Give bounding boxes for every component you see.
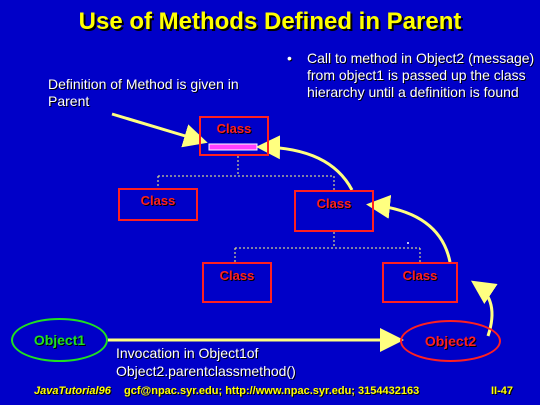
class-box-top [199, 116, 269, 156]
invocation-line-1: Invocation in Object1of [116, 345, 259, 361]
class-box-mid-left [118, 188, 198, 221]
class-box-bottom-left-label: Class [219, 268, 255, 283]
method-definition-note: Definition of Method is given in Parent [48, 76, 239, 109]
arrow-class-to-parent [372, 205, 450, 262]
class-box-bottom-right [382, 262, 458, 303]
class-box-top-label: Class [216, 121, 252, 136]
class-box-bottom-left [202, 262, 272, 303]
object1-oval [11, 318, 108, 362]
slide-title: Use of Methods Defined in Parent [78, 8, 462, 35]
note-pointer-arrow [112, 114, 202, 141]
invocation-line-2: Object2.parentclassmethod() [116, 363, 296, 379]
footer-course: JavaTutorial96 [34, 385, 111, 397]
class-box-mid-right-label: Class [316, 196, 352, 211]
footer-slide-number: II-47 [491, 385, 514, 397]
class-box-mid-right [294, 190, 374, 232]
invocation-caption [116, 344, 376, 380]
class-box-mid-left-label: Class [140, 193, 176, 208]
object2-oval [400, 320, 501, 362]
call-description-text: Call to method in Object2 (message) from object1 is passed up the class hierarchy until a definition is found [307, 50, 535, 100]
footer-contact: gcf@npac.syr.edu; http://www.npac.syr.edu; 3154432163 [124, 385, 420, 397]
class-box-bottom-right-label: Class [402, 268, 438, 283]
speck [407, 242, 409, 244]
object2-label: Object2 [424, 333, 477, 349]
object1-label: Object1 [33, 332, 86, 348]
call-description [287, 50, 537, 101]
bullet-dot: • [287, 50, 292, 66]
arrow-parent-to-top-class [262, 147, 352, 190]
